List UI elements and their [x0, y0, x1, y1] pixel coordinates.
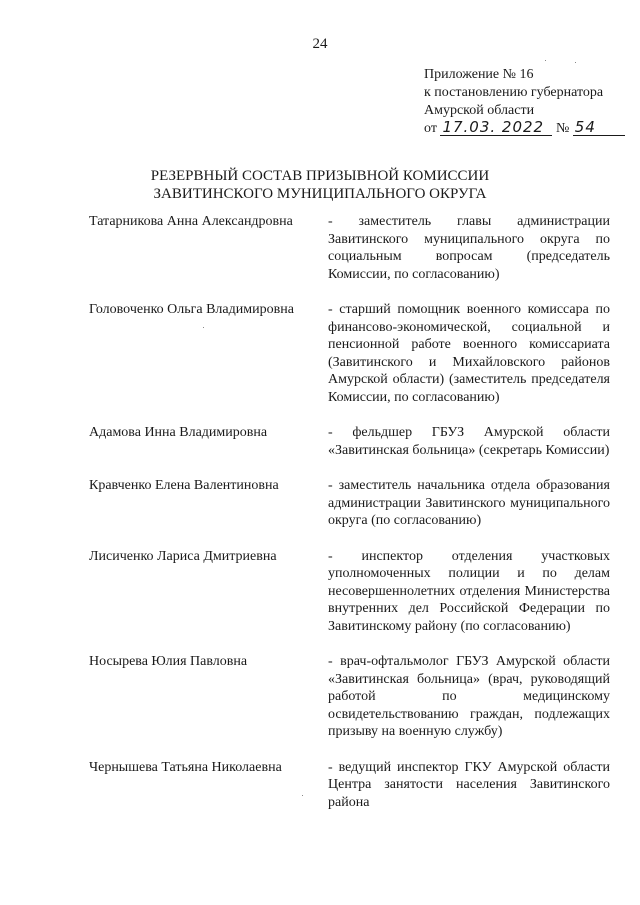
scan-speck	[545, 60, 546, 61]
member-role: - старший помощник военного комиссара по финансово-экономической, социальной и пенсионной работе военного комиссариата (Завитинского и Михайловского районов Амурской области) (заместитель председателя Комиссии, по согласованию)	[328, 302, 610, 405]
member-name: Чернышева Татьяна Николаевна	[89, 759, 282, 775]
member-role: - заместитель главы администрации Завитинского муниципального округа по социальным вопросам (председатель Комиссии, по согласованию)	[328, 214, 610, 282]
number-prefix: №	[555, 121, 570, 136]
appendix-reference: к постановлению губернатора	[424, 85, 604, 100]
member-name: Носырева Юлия Павловна	[89, 654, 248, 669]
member-name: Лисиченко Лариса Дмитриевна	[89, 548, 277, 564]
scan-speck	[302, 795, 303, 796]
member-role: - ведущий инспектор ГКУ Амурской области Центра занятости населения Завитинского района	[328, 759, 610, 810]
scan-speck	[575, 62, 576, 63]
member-row	[89, 424, 611, 459]
handwritten-date: 17.03. 2022	[440, 120, 552, 136]
member-row	[89, 759, 611, 812]
document-title	[0, 167, 640, 203]
page-number: 24	[312, 36, 328, 52]
appendix-date-line	[424, 120, 624, 138]
member-row	[89, 301, 611, 406]
member-row	[89, 213, 611, 283]
member-row	[89, 477, 611, 530]
member-row	[89, 653, 611, 741]
member-row	[89, 548, 611, 636]
handwritten-number: 54	[573, 120, 625, 136]
member-name: Адамова Инна Владимировна	[89, 425, 268, 440]
member-name: Головоченко Ольга Владимировна	[89, 302, 294, 317]
member-role: - инспектор отделения участковых уполномоченных полиции и по делам несовершеннолетних отделения Министерства внутренних дел Российской Федерации по Завитинскому району (по согласованию)	[328, 548, 610, 634]
appendix-region: Амурской области	[424, 103, 535, 118]
member-role: - заместитель начальника отдела образования администрации Завитинского муниципального округа (по согласованию)	[328, 478, 610, 528]
members-list	[89, 213, 611, 829]
title-line-2: ЗАВИТИНСКОГО МУНИЦИПАЛЬНОГО ОКРУГА	[153, 186, 487, 202]
member-name: Кравченко Елена Валентиновна	[89, 478, 279, 493]
date-prefix: от	[424, 121, 437, 136]
appendix-block	[424, 66, 624, 138]
scan-speck	[203, 327, 204, 328]
member-role: - фельдшер ГБУЗ Амурской области «Завитинская больница» (секретарь Комиссии)	[328, 425, 610, 458]
title-line-1: РЕЗЕРВНЫЙ СОСТАВ ПРИЗЫВНОЙ КОМИССИИ	[150, 168, 490, 184]
member-name: Татарникова Анна Александровна	[89, 214, 293, 229]
appendix-title: Приложение № 16	[424, 67, 534, 82]
member-role: - врач-офтальмолог ГБУЗ Амурской области «Завитинская больница» (врач, руководящий работой по медицинскому освидетельствованию граждан, подлежащих призыву на военную службу)	[328, 654, 610, 739]
